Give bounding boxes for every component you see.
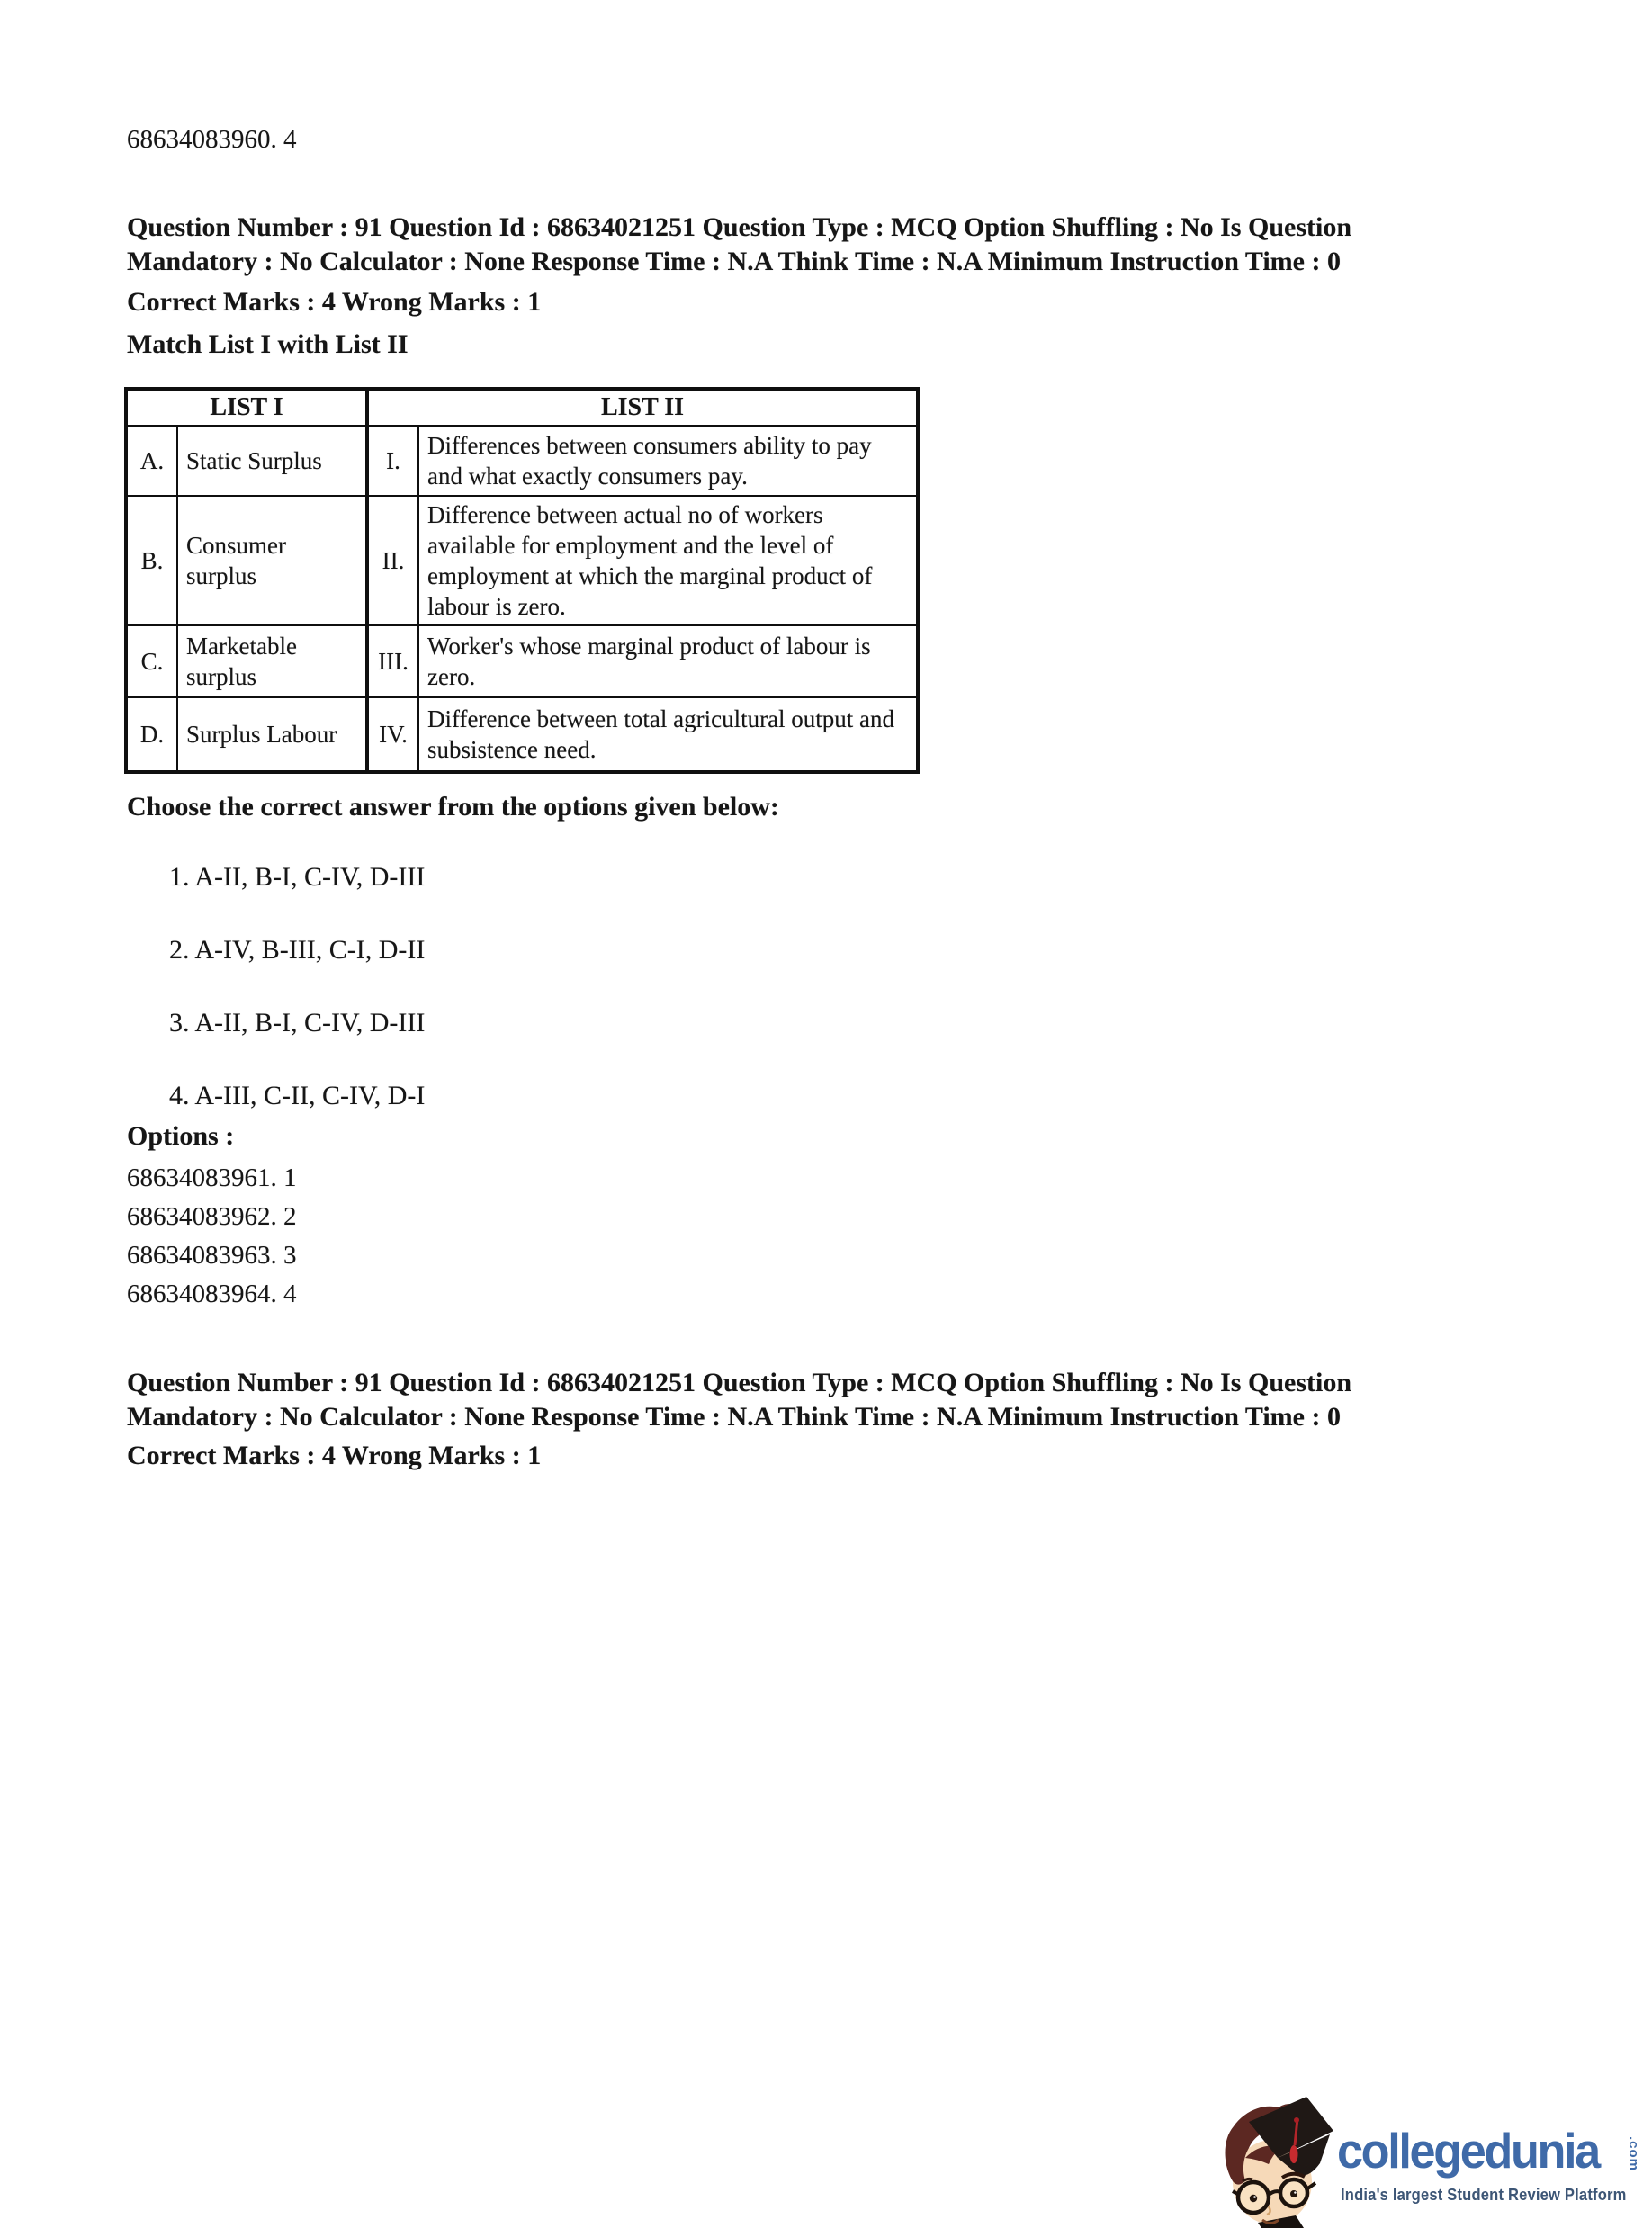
list2-item: Difference between actual no of workers available for employment and the level of employment at which the marginal product of labour is zero. [418,496,918,625]
list1-letter: B. [126,496,177,625]
question-meta-line-2: Mandatory : No Calculator : None Response Time : N.A Think Time : N.A Minimum Instruction Time : 0 [127,247,1341,276]
list1-column-header: LIST I [126,389,367,426]
brand-domain: .com [1626,2136,1641,2172]
table-row [126,697,918,772]
list2-roman: IV. [367,697,418,772]
question-meta-line-1: Question Number : 91 Question Id : 68634021251 Question Type : MCQ Option Shuffling : No Is Question [127,1368,1352,1397]
list2-roman: II. [367,496,418,625]
question-title: Match List I with List II [127,329,409,359]
table-row [126,496,918,625]
list2-roman: III. [367,625,418,697]
question-meta-line-2: Mandatory : No Calculator : None Response Time : N.A Think Time : N.A Minimum Instruction Time : 0 [127,1402,1341,1432]
question-meta-block [127,211,1468,362]
option-id: 68634083964. 4 [127,1280,297,1308]
collegedunia-logo [1217,2095,1652,2228]
list1-item: Consumer surplus [177,496,367,625]
list2-item: Difference between total agricultural output and subsistence need. [418,697,918,772]
list1-letter: D. [126,697,177,772]
list1-letter: C. [126,625,177,697]
brand-tagline: India's largest Student Review Platform [1341,2186,1627,2204]
list1-item: Static Surplus [177,426,367,496]
answer-option: 3. A-II, B-I, C-IV, D-III [169,1008,426,1038]
match-list-table [124,387,920,774]
marks-line: Correct Marks : 4 Wrong Marks : 1 [127,1441,542,1470]
brand-name: collegedunia [1337,2123,1599,2179]
list1-item: Marketable surplus [177,625,367,697]
table-row [126,625,918,697]
marks-line: Correct Marks : 4 Wrong Marks : 1 [127,287,542,317]
choose-prompt: Choose the correct answer from the options given below: [127,792,779,822]
list1-letter: A. [126,426,177,496]
answer-option: 2. A-IV, B-III, C-I, D-II [169,935,426,965]
next-question-meta-block [127,1366,1468,1473]
table-row [126,426,918,496]
list2-item: Worker's whose marginal product of labour is zero. [418,625,918,697]
collegedunia-mascot-icon [1217,2095,1339,2228]
list2-column-header: LIST II [367,389,918,426]
options-label: Options : [127,1121,235,1151]
list2-item: Differences between consumers ability to pay and what exactly consumers pay. [418,426,918,496]
top-sequence-number: 68634083960. 4 [127,125,297,154]
option-id-list [127,1159,297,1314]
answer-option: 4. A-III, C-II, C-IV, D-I [169,1081,426,1110]
table-header-row [126,389,918,426]
list2-roman: I. [367,426,418,496]
list1-item: Surplus Labour [177,697,367,772]
answer-options-list [169,862,425,1154]
option-id: 68634083963. 3 [127,1241,297,1270]
answer-option: 1. A-II, B-I, C-IV, D-III [169,862,426,892]
option-id: 68634083961. 1 [127,1163,297,1192]
question-meta-line-1: Question Number : 91 Question Id : 68634021251 Question Type : MCQ Option Shuffling : No Is Question [127,212,1352,242]
option-id: 68634083962. 2 [127,1202,297,1231]
